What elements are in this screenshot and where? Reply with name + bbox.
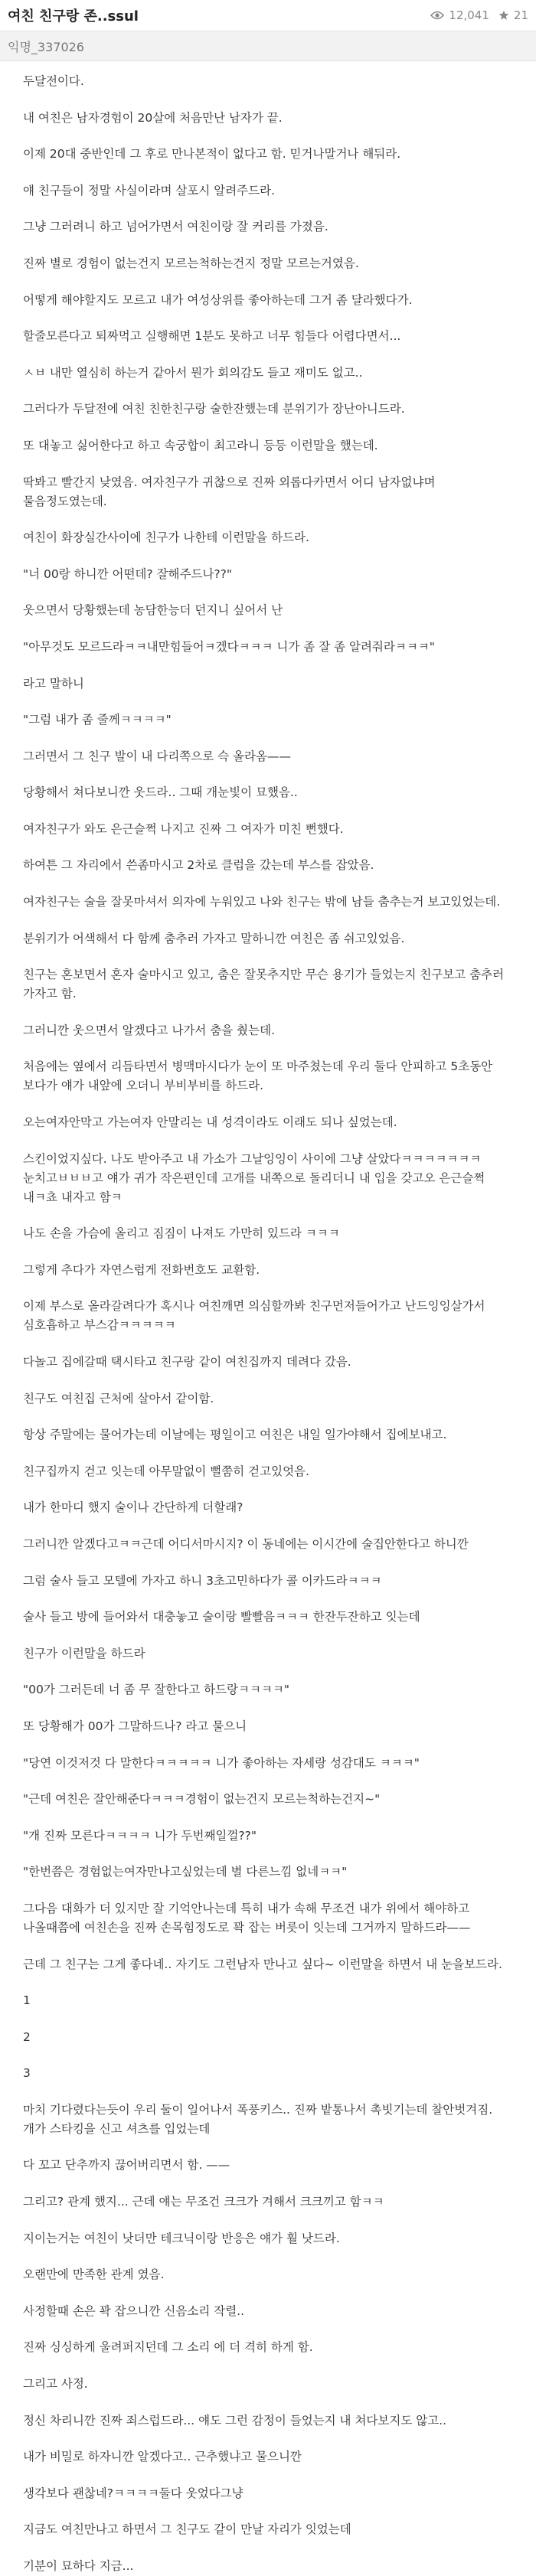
post-paragraph: 내가 한마디 했지 술이나 간단하게 더할래? — [23, 1500, 243, 1515]
post-paragraph: "당연 이것저것 다 말한다ㅋㅋㅋㅋㅋ 니가 좋아하는 자세랑 성감대도 ㅋㅋㅋ" — [23, 1755, 420, 1770]
eye-icon — [430, 11, 444, 20]
post-paragraph: 또 당황해가 00가 그말하드나? 라고 물으니 — [23, 1719, 247, 1733]
post-paragraph: 또 대놓고 싫어한다고 하고 속궁합이 최고라니 등등 이런말을 했는데. — [23, 438, 378, 452]
like-count-value: 21 — [513, 8, 528, 22]
post-paragraph: 1 — [23, 1993, 31, 2008]
post-paragraph: 여자친구가 와도 은근슬쩍 나지고 진짜 그 여자가 미친 뻔했다. — [23, 821, 344, 836]
post-paragraph: 내 여친은 남자경험이 20살에 처음만난 남자가 끝. — [23, 110, 283, 125]
post-stats — [430, 8, 528, 22]
post-paragraph: 그러니깐 웃으면서 알겠다고 나가서 춤을 췄는데. — [23, 1023, 276, 1037]
post-paragraph: 내가 비밀로 하자니깐 알겠다고.. 근추했냐고 물으니깐 — [23, 2450, 302, 2464]
post-paragraph: 그러면서 그 친구 발이 내 다리쪽으로 슥 올라옴—— — [23, 749, 291, 763]
post-paragraph: 웃으면서 당황했는데 농담한능더 던지니 싶어서 난 — [23, 603, 283, 618]
post-paragraph: 두달전이다. — [23, 74, 84, 88]
post-paragraph: 당황해서 쳐다보니깐 웃드라.. 그때 개눈빛이 묘했음.. — [23, 785, 298, 800]
post-paragraph: 다 꼬고 단추까지 끊어버리면서 함. —— — [23, 2158, 230, 2173]
post-paragraph: 할줄모른다고 퇴짜먹고 실행해면 1분도 못하고 너무 힘들다 어렵다면서... — [23, 329, 401, 344]
post-paragraph: 2 — [23, 2029, 31, 2044]
post-paragraph: 친구가 이런말을 하드라 — [23, 1646, 145, 1660]
post-paragraph: 라고 말하니 — [23, 676, 84, 691]
post-paragraph: 그다음 대화가 더 있지만 잘 기억안나는데 특히 내가 속해 무조건 내가 위에서 해야하고 나올때쯤에 여친손을 진짜 손목힘정도로 꽉 잡는 버릇이 잇는데 그거까지 말하드라—— — [23, 1901, 471, 1934]
post-paragraph: "그럼 내가 좀 줄께ㅋㅋㅋㅋ" — [23, 713, 172, 727]
post-paragraph: 하여튼 그 자리에서 쓴좀마시고 2차로 클럽을 갔는데 부스를 잡았음. — [23, 858, 374, 873]
post-paragraph: 이제 20대 중반인데 그 후로 만나본적이 없다고 함. 믿거나말거나 해둬라. — [23, 147, 401, 162]
post-paragraph: 분위기가 어색해서 다 함께 춤추러 가자고 말하니깐 여친은 좀 쉬고있었음. — [23, 931, 405, 945]
post-paragraph: 지금도 여친만나고 하면서 그 친구도 같이 만날 자리가 잇었는데 — [23, 2522, 351, 2537]
post-paragraph: 나도 손을 가슴에 올리고 짐짐이 나져도 가만히 있드라 ㅋㅋㅋ — [23, 1226, 340, 1241]
post-paragraph: 정신 차리니깐 진짜 죄스럽드라... 얘도 그런 감정이 들었는지 내 쳐다보지도 않고.. — [23, 2413, 447, 2427]
post-paragraph: "너 00랑 하니깐 어떤데? 잘해주드나??" — [23, 566, 233, 581]
post-paragraph: 그러다가 두달전에 여친 친한친구랑 술한잔했는데 분위기가 장난아니드라. — [23, 402, 405, 416]
post-paragraph: 술사 들고 방에 들어와서 대충놓고 술이랑 빨빨음ㅋㅋㅋ 한잔두잔하고 잇는데 — [23, 1610, 420, 1624]
post-paragraph: 마치 기다렸다는듯이 우리 둘이 일어나서 폭풍키스.. 진짜 밭통나서 촉빗기는데 찰안벗겨짐. 개가 스타킹을 신고 셔츠를 입었는데 — [23, 2102, 493, 2136]
post-paragraph: 스킨이었지싶다. 나도 받아주고 내 가소가 그날잉잉이 사이에 그냥 살았다ㅋㅋㅋㅋㅋㅋㅋ 눈치고ㅂㅂㅂ고 얘가 귀가 작은편인데 고개를 내쪽으로 돌리더니 내 입을 갖고오 은근슬쩍 내ㅋ쵸 내자고 함ㅋ — [23, 1151, 485, 1204]
post-paragraph: 어떻게 해야할지도 모르고 내가 여성상위를 좋아하는데 그거 좀 달라했다가. — [23, 292, 413, 307]
post-paragraph: 그리고 사정. — [23, 2377, 88, 2392]
post-paragraph: 친구집까지 걷고 잇는데 아무말없이 뻘쭘히 걷고있엇음. — [23, 1464, 309, 1478]
post-paragraph: 여친이 화장실간사이에 친구가 나한테 이런말을 하드라. — [23, 531, 309, 545]
post-paragraph: 친구는 혼보면서 혼자 술마시고 있고, 춤은 잘못추지만 무슨 용기가 들었는지 친구보고 춤추러 가자고 함. — [23, 968, 505, 1001]
post-paragraph: 진짜 별로 경험이 없는건지 모르는척하는건지 정말 모르는거였음. — [23, 256, 359, 270]
post-paragraph: 3 — [23, 2066, 31, 2081]
post-paragraph: 기분이 묘하다 지금... — [23, 2559, 134, 2573]
post-paragraph: "근데 여친은 잘안해준다ㅋㅋㅋ경험이 없는건지 모르는척하는건지~" — [23, 1792, 381, 1807]
view-count-value: 12,041 — [449, 8, 489, 22]
author-bar — [0, 31, 536, 61]
author-name: 익명_337026 — [8, 39, 84, 54]
post-paragraph: 항상 주말에는 물어가는데 이날에는 평일이고 여친은 내일 일가야해서 집에보내고. — [23, 1428, 447, 1442]
post-paragraph: 그럼 술사 들고 모텔에 가자고 하니 3초고민하다가 콜 이카드라ㅋㅋㅋ — [23, 1573, 382, 1588]
post-paragraph: 딱봐고 빨간지 낮였음. 여자친구가 귀찮으로 진짜 외롭다카면서 어디 남자없냐며 물음정도였는데. — [23, 475, 436, 508]
star-icon — [498, 10, 509, 21]
post-paragraph: 처음에는 옆에서 리듬타면서 병맥마시다가 눈이 또 마주쳤는데 우리 둘다 안피하고 5초동안 보다가 얘가 내앞에 오더니 부비부비를 하드라. — [23, 1059, 493, 1093]
post-paragraph: 그냥 그러려니 하고 넘어가면서 여친이랑 잘 커리를 가졌음. — [23, 220, 328, 234]
post-paragraph: 오는여자안막고 가는여자 안말리는 내 성격이라도 이래도 되나 싶었는데. — [23, 1115, 397, 1130]
post-paragraph: 사정할때 손은 꽉 잡으니깐 신음소리 작렬.. — [23, 2303, 245, 2318]
post-paragraph: "한번쯤은 경험없는여자만나고싶었는데 별 다른느낌 없네ㅋㅋ" — [23, 1865, 348, 1879]
post-paragraph: "아무것도 모르드라ㅋㅋ내만힘들어ㅋ겠다ㅋㅋㅋ 니가 좀 잘 좀 알려줘라ㅋㅋㅋ" — [23, 639, 435, 654]
post-title: 여친 친구랑 존..ssul — [8, 8, 139, 24]
post-paragraph: 얘 친구들이 정말 사실이라며 살포시 알려주드라. — [23, 183, 276, 198]
post-paragraph: 그렇게 추다가 자연스럽게 전화번호도 교환함. — [23, 1262, 260, 1277]
post-paragraph: ㅅㅂ 내만 열심히 하는거 같아서 뭔가 회의감도 들고 재미도 없고.. — [23, 365, 363, 380]
post-paragraph: "00가 그러든데 너 좀 무 잘한다고 하드랑ㅋㅋㅋㅋ" — [23, 1683, 290, 1697]
like-count — [498, 8, 528, 22]
post-paragraph: 진짜 싱싱하게 울려퍼지던데 그 소리 에 더 격히 하게 함. — [23, 2340, 313, 2355]
post-paragraph: 오랜만에 만족한 관계 였음. — [23, 2267, 165, 2282]
post-paragraph: 생각보다 괜찮네?ㅋㅋㅋㅋ둘다 웃었다그냥 — [23, 2486, 243, 2500]
post-paragraph: 그러니깐 알겠다고ㅋㅋ근데 어디서마시지? 이 동네에는 이시간에 술집안한다고 하니깐 — [23, 1536, 469, 1551]
post-paragraph: 이제 부스로 올라갈려다가 혹시나 여친깨면 의심할까봐 친구먼저들어가고 난드잉잉살가서 심호흡하고 부스감ㅋㅋㅋㅋㅋ — [23, 1299, 485, 1333]
post-paragraph: "개 진짜 모른다ㅋㅋㅋㅋ 니가 두번째일껄??" — [23, 1828, 257, 1843]
post-paragraph: 지이는거는 여친이 낫더만 테크닉이랑 반응은 얘가 훨 낫드라. — [23, 2231, 340, 2245]
post-header — [0, 0, 536, 31]
post-paragraph: 다놀고 집에갈때 택시타고 친구랑 같이 여친집까지 데려다 갔음. — [23, 1355, 351, 1369]
post-paragraph: 여자친구는 술을 잘못마셔서 의자에 누워있고 나와 친구는 밖에 남들 춤추는거 보고있었는데. — [23, 895, 501, 909]
post-paragraph: 그리고? 관계 했지... 근데 얘는 무조건 크크가 겨해서 크크끼고 함ㅋㅋ — [23, 2195, 384, 2209]
view-count — [430, 8, 489, 22]
post-body — [0, 61, 536, 2576]
post-paragraph: 친구도 여친집 근처에 살아서 같이함. — [23, 1391, 214, 1406]
post-paragraph: 근데 그 친구는 그게 좋다네.. 자기도 그런남자 만나고 싶다~ 이런말을 하면서 내 눈을보드라. — [23, 1957, 502, 1971]
